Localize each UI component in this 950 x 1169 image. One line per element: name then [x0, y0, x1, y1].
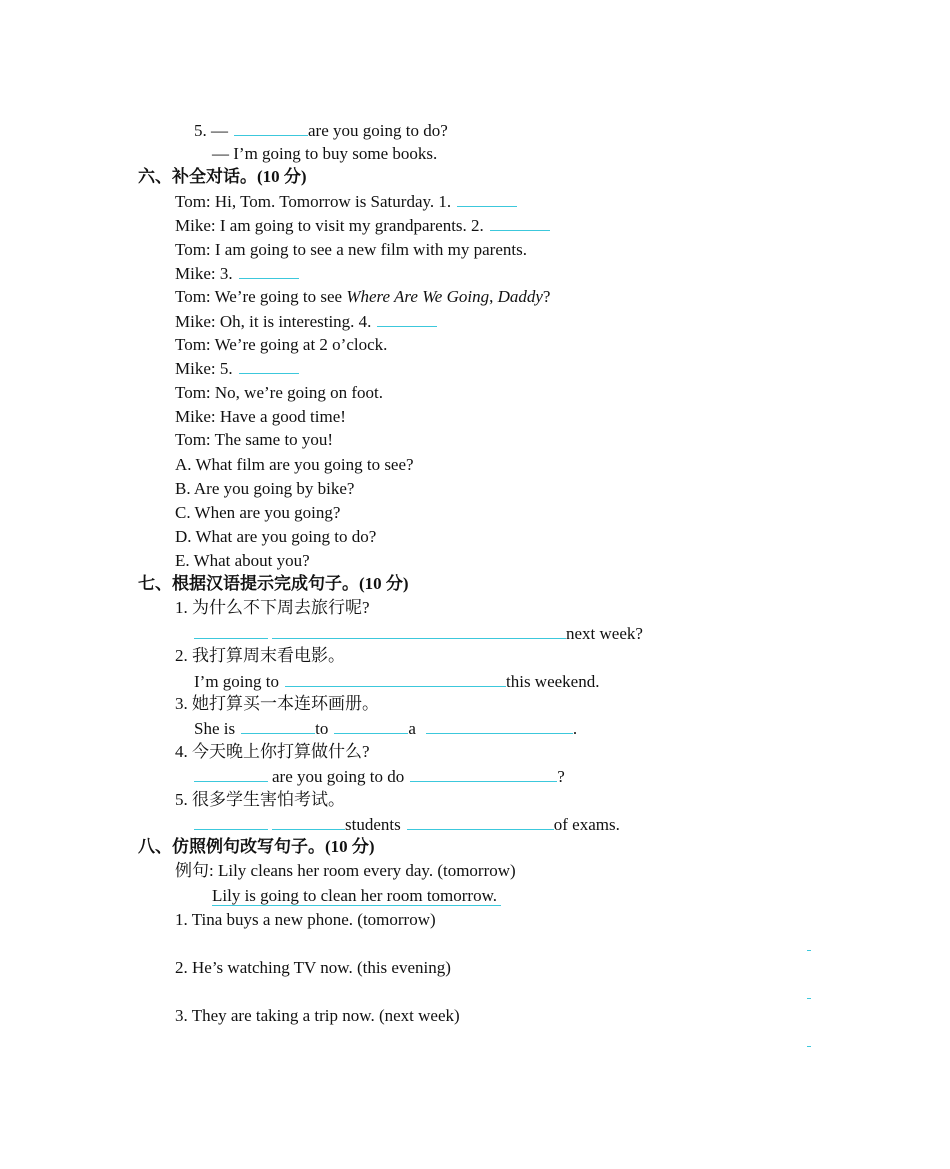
dialog-line-3: Tom: I am going to see a new film with my parents.: [175, 240, 527, 259]
s8-example-answer-line: [212, 886, 501, 906]
s8-item-2-answer-line[interactable]: [807, 998, 811, 999]
dialog-blank-3[interactable]: [239, 263, 299, 279]
dialog-line-10: Mike: Have a good time!: [175, 407, 346, 426]
option-d: D. What are you going to do?: [175, 527, 377, 546]
dialog-line-4: Mike: 3.: [175, 263, 299, 284]
dialog-blank-5[interactable]: [239, 358, 299, 374]
dialog-line-9: Tom: No, we’re going on foot.: [175, 383, 383, 402]
dialog-line-11: Tom: The same to you!: [175, 430, 334, 449]
section-6-heading: 六、补全对话。(10 分): [138, 167, 307, 186]
s7-item-4-prompt: 4. 今天晚上你打算做什么?: [175, 742, 370, 761]
s7-3-blank-2[interactable]: [334, 718, 408, 734]
s8-example-answer: Lily is going to clean her room tomorrow.: [212, 886, 501, 906]
s7-5-blank-1[interactable]: [194, 814, 268, 830]
q5-blank[interactable]: [234, 120, 308, 136]
s7-item-4-answer: are you going to do ?: [194, 766, 565, 787]
film-title-daddy: Daddy: [497, 287, 543, 306]
s7-3-blank-1[interactable]: [241, 718, 315, 734]
s7-item-2-answer: I’m going to this weekend.: [194, 672, 600, 691]
s7-item-1-answer: next week?: [194, 623, 643, 644]
dialog-blank-1[interactable]: [457, 191, 517, 207]
s7-item-2-prompt: 2. 我打算周末看电影。: [175, 646, 345, 665]
s7-item-3-answer: She is to a .: [194, 719, 578, 738]
section-8-heading: 八、仿照例句改写句子。(10 分): [138, 837, 375, 856]
s8-item-1-answer-line[interactable]: [807, 950, 811, 951]
option-a: A. What film are you going to see?: [175, 455, 414, 474]
s7-4-blank-1[interactable]: [194, 766, 268, 782]
s8-item-3: 3. They are taking a trip now. (next week): [175, 1006, 460, 1025]
s7-1-blank-2[interactable]: [272, 623, 566, 639]
dialog-line-2: Mike: I am going to visit my grandparents. 2.: [175, 215, 550, 236]
s7-item-3-prompt: 3. 她打算买一本连环画册。: [175, 694, 379, 713]
dialog-line-6: Mike: Oh, it is interesting. 4.: [175, 311, 437, 332]
dialog-line-1: Tom: Hi, Tom. Tomorrow is Saturday. 1.: [175, 191, 517, 212]
s7-3-blank-3[interactable]: [426, 718, 573, 734]
dialog-line-7: Tom: We’re going at 2 o’clock.: [175, 335, 388, 354]
dialog-blank-2[interactable]: [490, 215, 550, 231]
s8-item-2: 2. He’s watching TV now. (this evening): [175, 958, 451, 977]
s7-item-1-prompt: 1. 为什么不下周去旅行呢?: [175, 598, 370, 617]
dialog-line-8: Mike: 5.: [175, 358, 299, 379]
s7-item-5-answer: students of exams.: [194, 814, 620, 835]
s7-2-blank-1[interactable]: [285, 671, 506, 687]
s7-5-blank-2[interactable]: [272, 814, 345, 830]
s7-1-blank-1[interactable]: [194, 623, 268, 639]
dialog-line-5: Tom: We’re going to see Where Are We Going, Daddy?: [175, 287, 551, 306]
s8-example: 例句: Lily cleans her room every day. (tomorrow): [175, 861, 516, 880]
option-b: B. Are you going by bike?: [175, 479, 355, 498]
s7-item-5-prompt: 5. 很多学生害怕考试。: [175, 790, 345, 809]
film-title: Where Are We Going: [346, 287, 490, 306]
dialog-blank-4[interactable]: [377, 311, 437, 327]
s8-item-3-answer-line[interactable]: [807, 1046, 811, 1047]
option-c: C. When are you going?: [175, 503, 341, 522]
s8-item-1: 1. Tina buys a new phone. (tomorrow): [175, 910, 436, 929]
s7-4-blank-2[interactable]: [410, 766, 557, 782]
q5-text: are you going to do?: [308, 121, 448, 140]
section-7-heading: 七、根据汉语提示完成句子。(10 分): [138, 574, 409, 593]
option-e: E. What about you?: [175, 551, 310, 570]
q5-question: [194, 120, 448, 141]
q5-answer: — I’m going to buy some books.: [212, 144, 438, 163]
q5-prefix: 5. —: [194, 121, 228, 140]
s7-5-blank-3[interactable]: [407, 814, 554, 830]
